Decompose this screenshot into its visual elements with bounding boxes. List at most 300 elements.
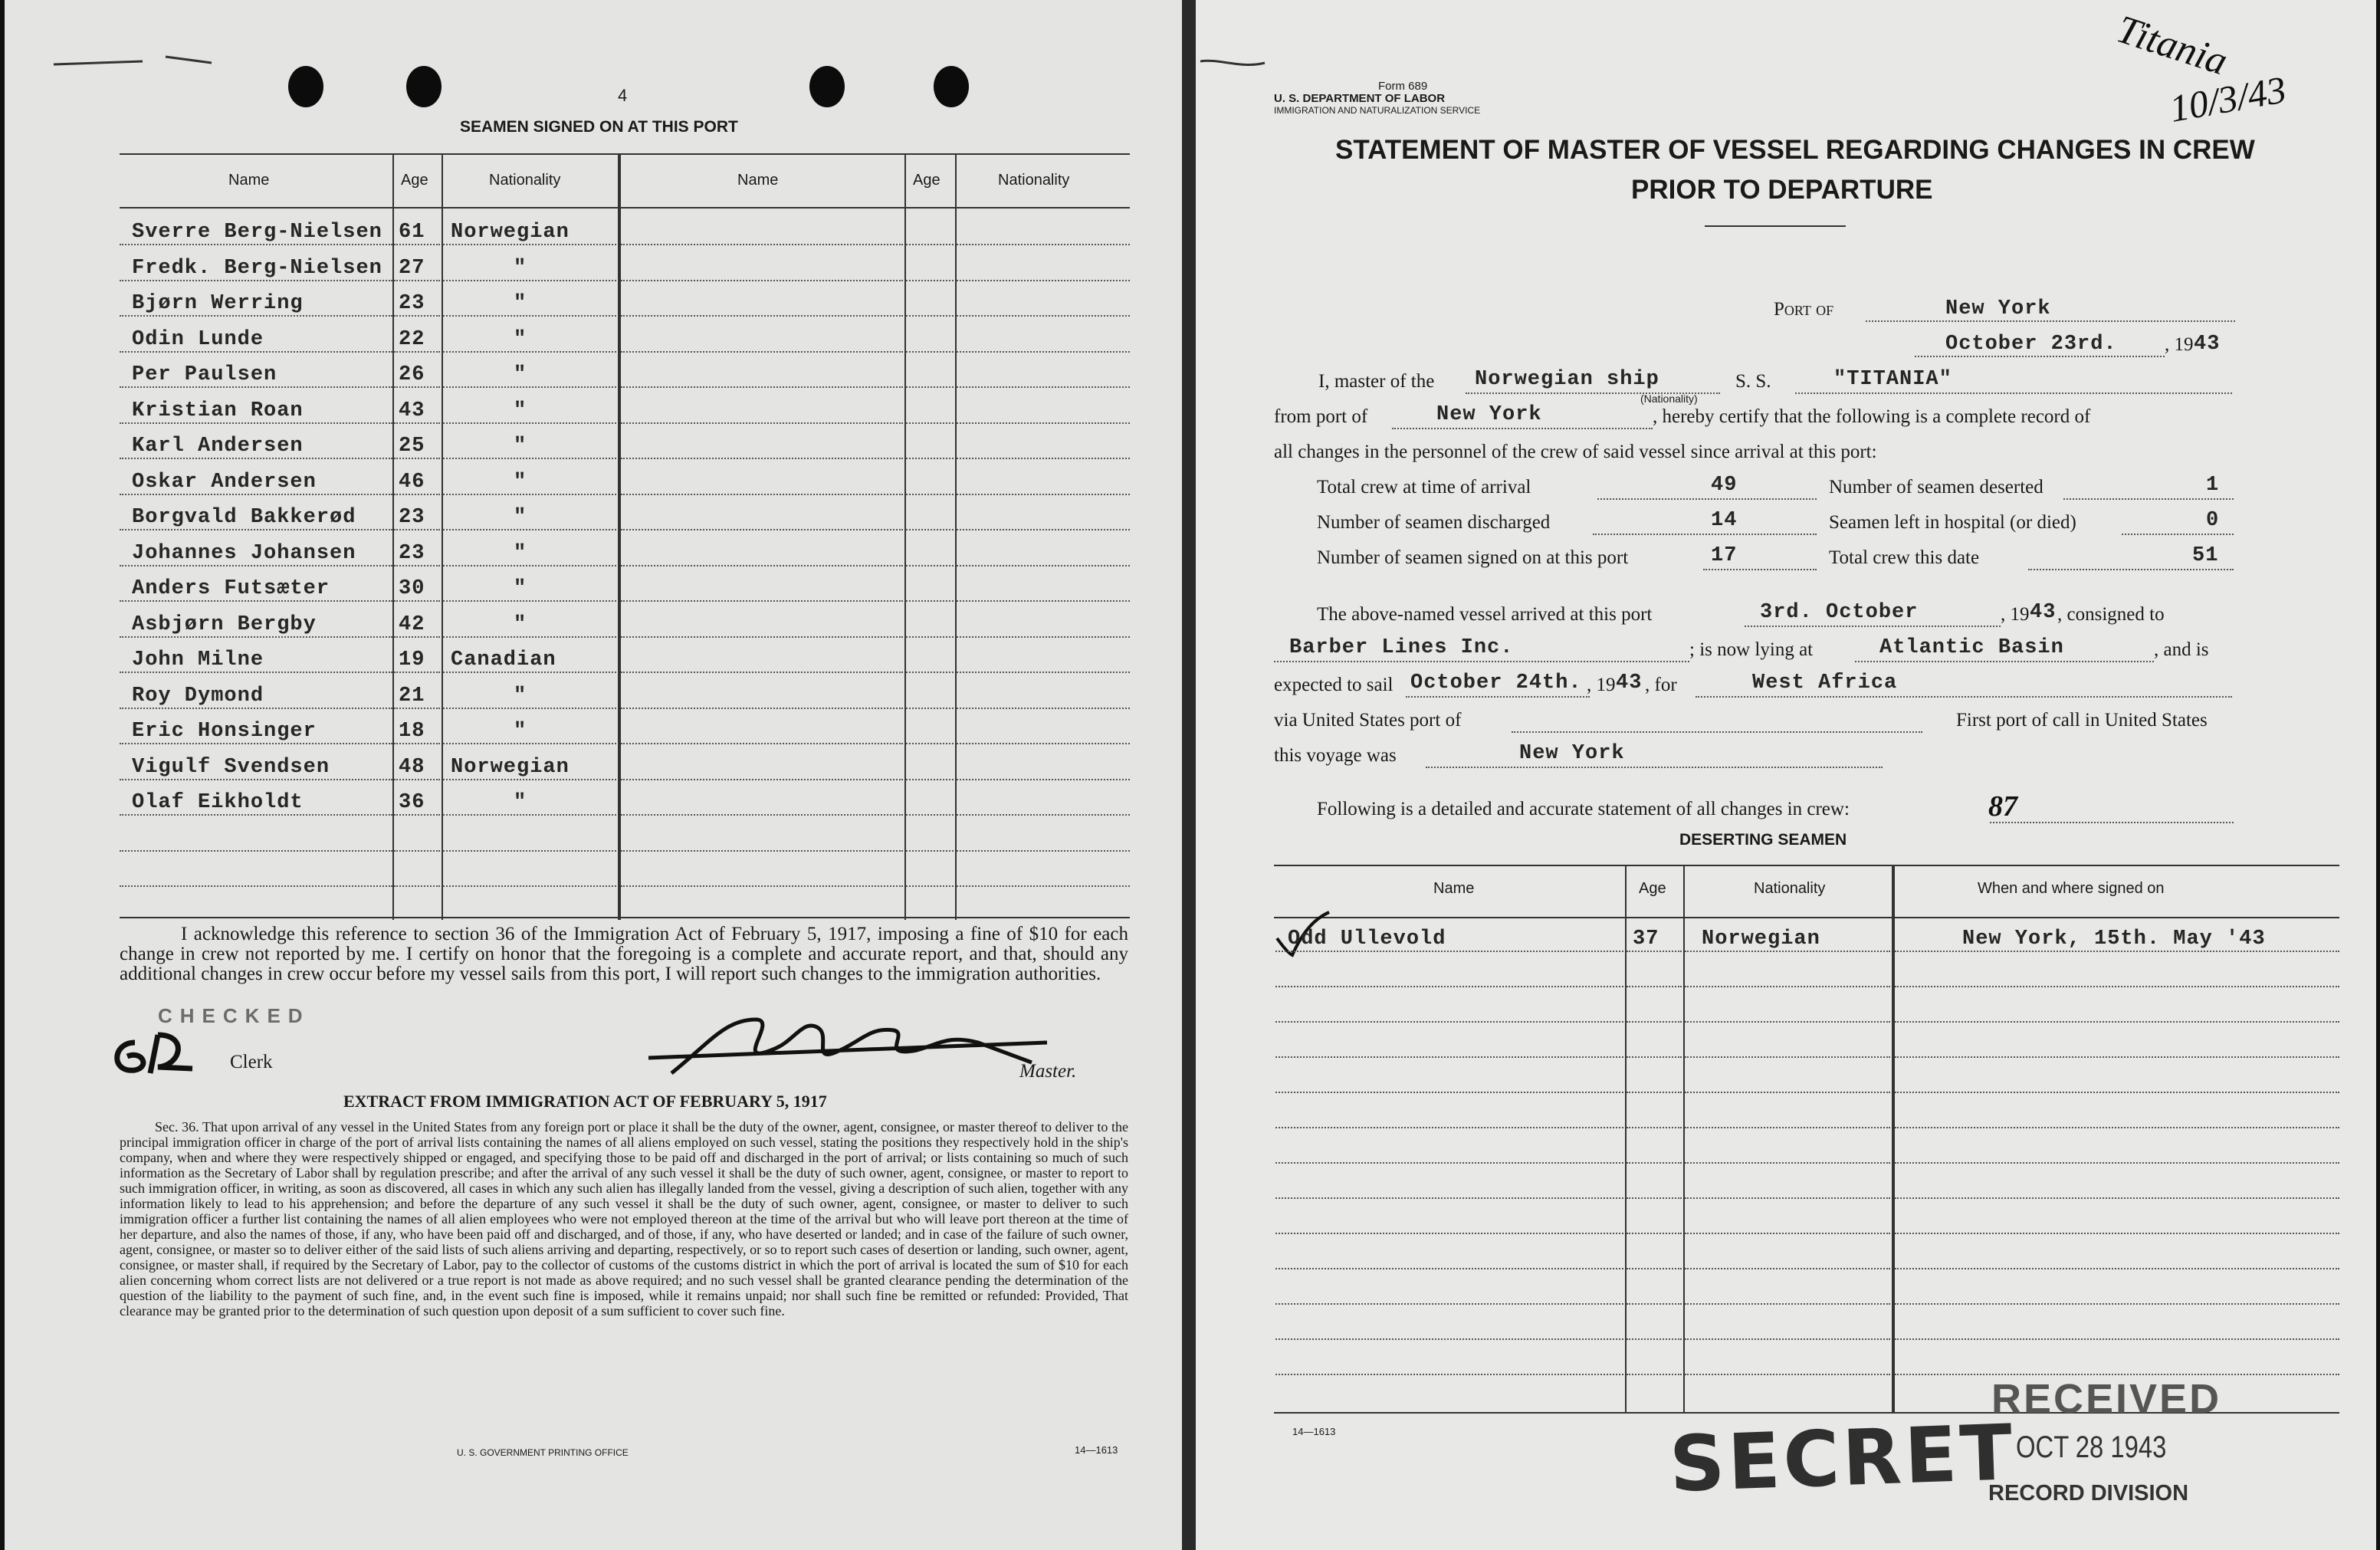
seaman-age: 18 <box>399 720 425 743</box>
punch-hole <box>809 66 845 107</box>
row-rule <box>957 280 1130 281</box>
row-rule <box>957 529 1130 530</box>
row-rule <box>1275 1162 1623 1164</box>
seaman-age: 19 <box>399 649 425 672</box>
row-rule <box>906 600 954 602</box>
col-header-name: Name <box>228 172 270 189</box>
seaman-age: 46 <box>399 471 425 494</box>
row-rule <box>1895 1197 2339 1199</box>
row-rule <box>1895 1127 2339 1128</box>
punch-hole <box>406 66 442 107</box>
extract-text: Sec. 36. That upon arrival of any vessel in the United States from any foreign port or place it shall be the duty of the owner, agent, consignee, or master thereof to deliver to the principal immigration officer in charge of the port of arrival lists containing the names of all aliens employed on such vessel, stating the positions they respectively hold in the ship's company, when and where they were respectively shipped or engaged, and specifying those to be paid off and discharged in the port of arrival; or lists containing so much of such information as the Secretary of Labor shall by regulation prescribe; and after the arrival of any such vessel it shall be the duty of such owner, agent, consignee, or master to report to such immigration officer, in writing, as soon as discovered, all cases in which any such alien has illegally landed from the vessel, giving a description of such alien, together with any information likely to lead to his apprehension; and before the departure of any such vessel it shall be the duty of such owner, agent, consignee, or master to deliver to such immigration officer a further list containing the names of all alien employees who were not employed thereon at the time of the arrival but who will leave port thereon at the time of her departure, and also the names of those, if any, who have been paid off and discharged, and of those, if any, who have deserted or landed; and in case of the failure of such owner, agent, consignee, or master so to deliver either of the said lists of such aliens arriving and departing, respectively, or so to report such cases of desertion or landing, such owner, agent, consignee, or master shall, if required by the Secretary of Labor, pay to the collector of customs of the customs district in which the port of arrival is located the sum of $10 for each alien concerning whom correct lists are not delivered or a true report is not made as above required; and no such vessel shall be granted clearance pending the determination of the question of the liability to the payment of such fine, and, in the event such fine is imposed, while it remains unpaid; nor shall such fine be remitted or refunded: Provided, That clearance may be granted prior to the determination of such question upon deposit of a sum sufficient to cover such fine. <box>120 1119 1128 1318</box>
row-rule <box>1685 986 1890 987</box>
arrived-label: The above-named vessel arrived at this port <box>1317 604 1653 625</box>
row-rule <box>120 494 392 495</box>
row-rule <box>906 708 954 709</box>
row-rule <box>906 494 954 495</box>
row-rule <box>621 280 903 281</box>
right-page <box>1196 0 2376 1550</box>
row-rule <box>1685 1127 1890 1128</box>
stat-value: 1 <box>2206 474 2220 497</box>
stat-label: Number of seamen signed on at this port <box>1317 547 1629 568</box>
seaman-name: Odin Lunde <box>132 328 264 351</box>
row-rule <box>1627 1374 1682 1375</box>
seaman-age: 61 <box>399 221 425 244</box>
row-rule <box>1275 1056 1623 1058</box>
row-rule <box>120 315 392 317</box>
column-divider <box>392 153 394 920</box>
row-rule <box>1275 951 1623 952</box>
seaman-age: 23 <box>399 506 425 529</box>
stat-rule <box>2122 534 2234 535</box>
row-rule <box>120 708 392 709</box>
seaman-age: 42 <box>399 613 425 636</box>
row-rule <box>1275 986 1623 987</box>
row-rule <box>1895 1338 2339 1340</box>
row-rule <box>621 779 903 780</box>
row-rule <box>1275 1092 1623 1093</box>
seaman-name: Johannes Johansen <box>132 542 356 565</box>
stat-label: Total crew this date <box>1829 547 1980 568</box>
master-of-label: I, master of the <box>1318 371 1435 392</box>
seaman-nationality: " <box>514 542 527 565</box>
port-rule <box>1866 320 2235 322</box>
nationality-caption: (Nationality) <box>1640 392 1698 405</box>
row-rule <box>394 422 440 424</box>
row-rule <box>1275 1197 1623 1199</box>
row-rule <box>120 779 392 780</box>
right-form-code: 14—1613 <box>1292 1426 1336 1437</box>
sail-date: October 24th. <box>1410 672 1582 695</box>
pencil-mark-icon <box>51 46 219 77</box>
row-rule <box>394 244 440 245</box>
seaman-nationality: Canadian <box>451 649 556 672</box>
col-header-age: Age <box>401 172 428 189</box>
via-label: via United States port of <box>1274 710 1462 731</box>
table-bottom-rule <box>120 917 1130 918</box>
row-rule <box>957 814 1130 816</box>
col-header-name: Name <box>1433 880 1475 897</box>
row-rule <box>906 386 954 388</box>
first-port: New York <box>1519 742 1625 765</box>
row-rule <box>621 494 903 495</box>
row-rule <box>1627 1092 1682 1093</box>
row-rule <box>1685 1197 1890 1199</box>
seaman-name: Anders Futsæter <box>132 577 330 600</box>
row-rule <box>1627 1056 1682 1058</box>
seaman-age: 23 <box>399 292 425 315</box>
row-rule <box>1275 1021 1623 1023</box>
column-divider <box>955 153 957 920</box>
row-rule <box>957 600 1130 602</box>
col-header-signed-on: When and where signed on <box>1978 880 2165 897</box>
service: IMMIGRATION AND NATURALIZATION SERVICE <box>1274 105 1481 116</box>
row-rule <box>443 422 616 424</box>
seaman-name: Per Paulsen <box>132 363 277 386</box>
row-rule <box>443 315 616 317</box>
row-rule <box>394 386 440 388</box>
row-rule <box>621 458 903 459</box>
seaman-nationality: " <box>514 328 527 351</box>
seaman-name: Vigulf Svendsen <box>132 756 330 779</box>
row-rule <box>906 458 954 459</box>
row-rule <box>443 885 616 887</box>
row-rule <box>443 672 616 673</box>
received-date-stamp: OCT 28 1943 <box>2016 1430 2167 1464</box>
row-rule <box>120 351 392 353</box>
row-rule <box>1685 951 1890 952</box>
row-rule <box>1627 1127 1682 1128</box>
row-rule <box>1685 1162 1890 1164</box>
via-rule <box>1512 731 1922 733</box>
seaman-name: Eric Honsinger <box>132 720 317 743</box>
destination: West Africa <box>1752 672 1898 695</box>
row-rule <box>443 708 616 709</box>
col-header-age: Age <box>913 172 941 189</box>
nationality-ship: Norwegian ship <box>1475 368 1659 391</box>
row-rule <box>621 315 903 317</box>
ship-name: "TITANIA" <box>1833 368 1952 391</box>
row-rule <box>394 850 440 852</box>
seaman-name: Bjørn Werring <box>132 292 304 315</box>
deserter-age: 37 <box>1633 928 1659 951</box>
punch-hole <box>288 66 323 107</box>
row-rule <box>443 850 616 852</box>
seaman-nationality: " <box>514 399 527 422</box>
row-rule <box>120 743 392 744</box>
row-rule <box>120 672 392 673</box>
stat-rule <box>1597 498 1817 500</box>
seaman-name: Asbjørn Bergby <box>132 613 317 636</box>
destination-rule <box>1696 696 2232 698</box>
stat-value: 49 <box>1711 474 1738 497</box>
row-rule <box>394 494 440 495</box>
table-header-rule <box>1274 917 2339 918</box>
column-divider <box>1625 865 1627 1413</box>
row-rule <box>621 885 903 887</box>
form-title-line2: PRIOR TO DEPARTURE <box>1631 175 1933 205</box>
seaman-age: 25 <box>399 435 425 458</box>
handwritten-date: 10/3/43 <box>2166 67 2290 130</box>
acknowledgment-text: I acknowledge this reference to section 36 of the Immigration Act of February 5, 1917, imposing a fine of $10 for each change in crew not reported by me. I certify on honor that the foregoing is a complete and accurate report, and that, should any additional changes in crew occur before my vessel sails from this port, I will report such changes to the immigration authorities. <box>120 924 1128 984</box>
form-title-line1: STATEMENT OF MASTER OF VESSEL REGARDING CHANGES IN CREW <box>1335 135 2255 165</box>
row-rule <box>1275 1233 1623 1234</box>
row-rule <box>957 708 1130 709</box>
row-rule <box>120 850 392 852</box>
row-rule <box>957 351 1130 353</box>
form-number: Form 689 <box>1378 80 1428 93</box>
following-label: Following is a detailed and accurate statement of all changes in crew: <box>1317 799 1850 819</box>
row-rule <box>1685 1374 1890 1375</box>
row-rule <box>957 494 1130 495</box>
stat-label: Number of seamen deserted <box>1829 477 2044 498</box>
row-rule <box>906 814 954 816</box>
row-rule <box>443 529 616 530</box>
seaman-age: 36 <box>399 791 425 814</box>
row-rule <box>443 600 616 602</box>
pencil-mark-icon <box>1196 54 1280 77</box>
deserter-name: Odd Ullevold <box>1288 928 1446 951</box>
row-rule <box>1627 986 1682 987</box>
row-rule <box>1627 1338 1682 1340</box>
received-stamp: RECEIVED <box>1991 1376 2222 1422</box>
row-rule <box>394 708 440 709</box>
row-rule <box>906 422 954 424</box>
punch-hole <box>934 66 969 107</box>
from-port: New York <box>1436 403 1542 426</box>
table-top-rule <box>120 153 1130 155</box>
seaman-name: Sverre Berg-Nielsen <box>132 221 382 244</box>
certify-text: , hereby certify that the following is a complete record of <box>1653 406 2091 427</box>
row-rule <box>621 565 903 566</box>
row-rule <box>906 351 954 353</box>
year-prefix: , 19 <box>1587 675 1616 695</box>
stat-value: 17 <box>1711 544 1738 567</box>
row-rule <box>957 422 1130 424</box>
page-number: 4 <box>618 86 628 105</box>
row-rule <box>957 565 1130 566</box>
seaman-nationality: Norwegian <box>451 221 570 244</box>
row-rule <box>443 743 616 744</box>
row-rule <box>1685 1268 1890 1269</box>
row-rule <box>394 779 440 780</box>
lying-at: Atlantic Basin <box>1879 636 2064 659</box>
checked-stamp: CHECKED <box>158 1004 310 1027</box>
column-divider <box>1892 865 1895 1413</box>
stat-label: Seamen left in hospital (or died) <box>1829 512 2076 533</box>
seaman-age: 48 <box>399 756 425 779</box>
seaman-age: 23 <box>399 542 425 565</box>
row-rule <box>957 244 1130 245</box>
row-rule <box>1685 1092 1890 1093</box>
row-rule <box>1685 1233 1890 1234</box>
row-rule <box>394 672 440 673</box>
row-rule <box>1895 1092 2339 1093</box>
row-rule <box>120 814 392 816</box>
seaman-nationality: " <box>514 720 527 743</box>
row-rule <box>443 779 616 780</box>
seaman-nationality: " <box>514 685 527 708</box>
row-rule <box>621 672 903 673</box>
arrived-date: 3rd. October <box>1760 601 1919 624</box>
row-rule <box>957 779 1130 780</box>
row-rule <box>120 244 392 245</box>
row-rule <box>443 386 616 388</box>
seaman-age: 30 <box>399 577 425 600</box>
from-port-label: from port of <box>1274 406 1368 427</box>
row-rule <box>394 600 440 602</box>
row-rule <box>394 885 440 887</box>
certify-text2: all changes in the personnel of the crew of said vessel since arrival at this port: <box>1274 442 1877 462</box>
seaman-nationality: " <box>514 435 527 458</box>
row-rule <box>120 600 392 602</box>
printing-office: U. S. GOVERNMENT PRINTING OFFICE <box>457 1447 629 1458</box>
master-label: Master. <box>1019 1061 1077 1082</box>
seaman-nationality: " <box>514 471 527 494</box>
row-rule <box>443 280 616 281</box>
row-rule <box>1627 1021 1682 1023</box>
seaman-name: Borgvald Bakkerød <box>132 506 356 529</box>
row-rule <box>394 743 440 744</box>
row-rule <box>957 315 1130 317</box>
row-rule <box>1685 1056 1890 1058</box>
row-rule <box>957 458 1130 459</box>
row-rule <box>906 315 954 317</box>
row-rule <box>906 529 954 530</box>
row-rule <box>394 351 440 353</box>
arrived-rule <box>1745 626 2001 627</box>
section-title: SEAMEN SIGNED ON AT THIS PORT <box>460 118 738 136</box>
row-rule <box>957 386 1130 388</box>
row-rule <box>1275 1374 1623 1375</box>
column-divider <box>1683 865 1685 1413</box>
seaman-nationality: Norwegian <box>451 756 570 779</box>
changes-count: 87 <box>1988 790 2017 823</box>
sail-rule <box>1406 696 1590 698</box>
col-header-nationality: Nationality <box>1754 880 1826 897</box>
row-rule <box>394 814 440 816</box>
row-rule <box>443 565 616 566</box>
ship-name-rule <box>1795 392 2232 394</box>
sail-year: 43 <box>1616 672 1643 695</box>
ss-label: S. S. <box>1735 371 1771 392</box>
first-port-label: First port of call in United States <box>1956 710 2208 731</box>
stat-value: 51 <box>2192 544 2219 567</box>
record-division-stamp: RECORD DIVISION <box>1988 1481 2189 1506</box>
row-rule <box>621 386 903 388</box>
deserter-nationality: Norwegian <box>1702 928 1820 951</box>
stat-label: Number of seamen discharged <box>1317 512 1551 533</box>
seaman-name: John Milne <box>132 649 264 672</box>
changes-rule <box>1990 822 2234 823</box>
stat-rule <box>1593 534 1817 535</box>
row-rule <box>120 458 392 459</box>
port-value: New York <box>1945 297 2051 320</box>
row-rule <box>1895 951 2339 952</box>
row-rule <box>1895 1021 2339 1023</box>
port-label: Port of <box>1774 299 1834 320</box>
row-rule <box>1627 1162 1682 1164</box>
row-rule <box>1627 1303 1682 1305</box>
seaman-name: Olaf Eikholdt <box>132 791 304 814</box>
deserting-title: DESERTING SEAMEN <box>1679 831 1847 849</box>
row-rule <box>1895 1233 2339 1234</box>
row-rule <box>1895 1056 2339 1058</box>
handwritten-note: Titania <box>2111 7 2233 84</box>
sail-label: expected to sail <box>1274 675 1394 695</box>
lying-label: ; is now lying at <box>1689 639 1814 660</box>
row-rule <box>120 529 392 530</box>
stat-rule <box>2028 569 2234 570</box>
seaman-name: Fredk. Berg-Nielsen <box>132 257 382 280</box>
row-rule <box>906 672 954 673</box>
row-rule <box>621 636 903 638</box>
lying-rule <box>1855 661 2154 662</box>
row-rule <box>120 636 392 638</box>
row-rule <box>1895 1162 2339 1164</box>
row-rule <box>1895 986 2339 987</box>
stat-rule <box>1703 569 1817 570</box>
table-header-rule <box>120 207 1130 209</box>
row-rule <box>957 636 1130 638</box>
row-rule <box>1275 1268 1623 1269</box>
deserter-signed-on: New York, 15th. May '43 <box>1962 928 2266 951</box>
stat-label: Total crew at time of arrival <box>1317 477 1531 498</box>
column-divider <box>904 153 906 920</box>
row-rule <box>120 386 392 388</box>
col-header-name: Name <box>737 172 779 189</box>
row-rule <box>621 743 903 744</box>
row-rule <box>120 885 392 887</box>
row-rule <box>394 529 440 530</box>
voyage-label: this voyage was <box>1274 745 1397 766</box>
seaman-age: 21 <box>399 685 425 708</box>
row-rule <box>1275 1303 1623 1305</box>
seaman-nationality: " <box>514 791 527 814</box>
row-rule <box>621 708 903 709</box>
year-prefix: , 19 <box>2001 604 2030 625</box>
row-rule <box>1685 1303 1890 1305</box>
row-rule <box>906 565 954 566</box>
seaman-nationality: " <box>514 506 527 529</box>
seaman-nationality: " <box>514 292 527 315</box>
seaman-nationality: " <box>514 577 527 600</box>
row-rule <box>957 885 1130 887</box>
row-rule <box>443 458 616 459</box>
col-header-age: Age <box>1639 880 1666 897</box>
master-signature-icon <box>618 997 1047 1089</box>
consignee-rule <box>1274 661 1689 662</box>
row-rule <box>906 244 954 245</box>
row-rule <box>621 244 903 245</box>
seaman-name: Kristian Roan <box>132 399 304 422</box>
row-rule <box>443 244 616 245</box>
arrived-year: 43 <box>2030 601 2057 624</box>
row-rule <box>1685 1338 1890 1340</box>
col-header-nationality: Nationality <box>489 172 561 189</box>
row-rule <box>621 351 903 353</box>
row-rule <box>906 636 954 638</box>
seaman-nationality: " <box>514 363 527 386</box>
row-rule <box>120 280 392 281</box>
row-rule <box>906 885 954 887</box>
secret-stamp: SECRET <box>1668 1407 2017 1509</box>
row-rule <box>621 422 903 424</box>
row-rule <box>957 743 1130 744</box>
row-rule <box>120 422 392 424</box>
row-rule <box>1627 951 1682 952</box>
left-page <box>5 0 1182 1550</box>
seaman-name: Oskar Andersen <box>132 471 317 494</box>
row-rule <box>1627 1197 1682 1199</box>
left-form-code: 14—1613 <box>1075 1444 1118 1456</box>
column-divider <box>442 153 443 920</box>
row-rule <box>1895 1268 2339 1269</box>
seaman-name: Roy Dymond <box>132 685 264 708</box>
row-rule <box>1627 1233 1682 1234</box>
date-value: October 23rd. <box>1945 333 2117 356</box>
row-rule <box>1895 1303 2339 1305</box>
department: U. S. DEPARTMENT OF LABOR <box>1274 92 1446 105</box>
row-rule <box>621 529 903 530</box>
from-port-rule <box>1392 428 1653 429</box>
row-rule <box>443 351 616 353</box>
page-gutter <box>1182 0 1196 1550</box>
row-rule <box>443 494 616 495</box>
table-top-rule <box>1274 865 2339 866</box>
extract-title: EXTRACT FROM IMMIGRATION ACT OF FEBRUARY 5, 1917 <box>343 1092 827 1111</box>
date-rule <box>1915 356 2165 357</box>
